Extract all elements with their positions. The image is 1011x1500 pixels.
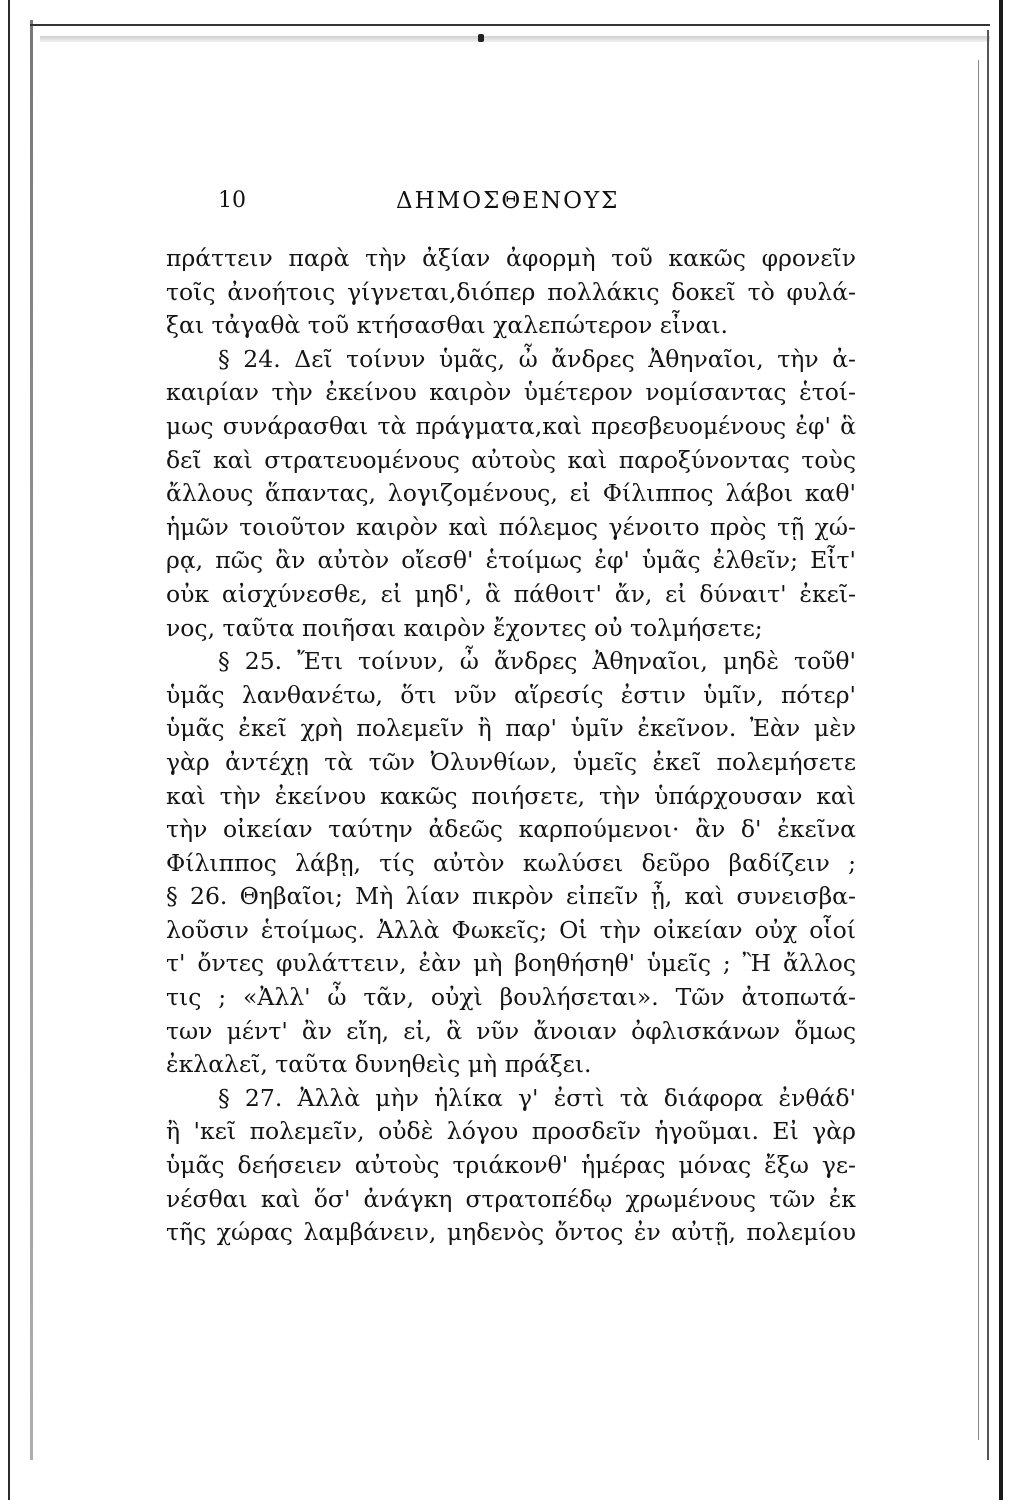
text-line: πράττειν παρὰ τὴν ἀξίαν ἀφορμὴ τοῦ κακῶς φρονεῖν	[166, 244, 856, 272]
text-line: μως συνάρασθαι τὰ πράγματα,καὶ πρεσβευομένους ἐφ' ἃ	[166, 411, 856, 440]
text-line: § 24. Δεῖ τοίνυν ὑμᾶς, ὦ ἄνδρες Ἀθηναῖοι, τὴν ἀ-	[218, 344, 856, 373]
text-line: λοῦσιν ἑτοίμως. Ἀλλὰ Φωκεῖς; Οἱ τὴν οἰκείαν οὐχ οἷοί	[166, 915, 856, 944]
page-edge-left	[8, 0, 10, 1500]
text-line: § 27. Ἀλλὰ μὴν ἡλίκα γ' ἐστὶ τὰ διάφορα ἐνθάδ'	[218, 1083, 856, 1112]
text-line: ἢ 'κεῖ πολεμεῖν, οὐδὲ λόγου προσδεῖν ἡγοῦμαι. Εἰ γὰρ	[166, 1117, 856, 1146]
page-edge-right-inner	[987, 30, 989, 1460]
binding-shadow	[30, 20, 33, 1460]
text-line: οὐκ αἰσχύνεσθε, εἰ μηδ', ἃ πάθοιτ' ἄν, εἰ δύναιτ' ἐκεῖ-	[166, 579, 856, 608]
text-line: των μέντ' ἂν εἴη, εἰ, ἃ νῦν ἄνοιαν ὀφλισκάνων ὅμως	[166, 1016, 856, 1045]
text-line: ξαι τἀγαθὰ τοῦ κτήσασθαι χαλεπώτερον εἶναι.	[166, 311, 729, 340]
text-line: γὰρ ἀντέχῃ τὰ τῶν Ὀλυνθίων, ὑμεῖς ἐκεῖ πολεμήσετε	[166, 747, 856, 776]
text-line: § 26. Θηβαῖοι; Μὴ λίαν πικρὸν εἰπεῖν ᾖ, καὶ συνεισβα-	[166, 882, 856, 911]
page-header	[160, 188, 860, 224]
text-line: τ' ὄντες φυλάττειν, ἐὰν μὴ βοηθήσηθ' ὑμεῖς ; Ἢ ἄλλος	[166, 949, 856, 978]
text-line: ἄλλους ἅπαντας, λογιζομένους, εἰ Φίλιππος λάβοι καθ'	[166, 479, 856, 508]
text-line: ὑμᾶς λανθανέτω, ὅτι νῦν αἵρεσίς ἐστιν ὑμῖν, πότερ'	[166, 680, 856, 709]
text-line: καιρίαν τὴν ἐκείνου καιρὸν ὑμέτερον νομίσαντας ἑτοί-	[166, 378, 856, 407]
text-line: ὑμᾶς δεήσειεν αὐτοὺς τριάκονθ' ἡμέρας μόνας ἔξω γε-	[166, 1151, 856, 1180]
page-number: 10	[218, 188, 246, 213]
text-line: ἡμῶν τοιοῦτον καιρὸν καὶ πόλεμος γένοιτο πρὸς τῇ χώ-	[166, 512, 856, 541]
text-line: τις ; «Ἀλλ' ὦ τᾶν, οὐχὶ βουλήσεται». Τῶν ἀτοπωτά-	[166, 983, 856, 1012]
page-edge-top	[30, 24, 990, 26]
running-title: ΔΗΜΟΣΘΕΝΟΥΣ	[396, 188, 620, 214]
text-line: τοῖς ἀνοήτοις γίγνεται,διόπερ πολλάκις δοκεῖ τὸ φυλά-	[166, 277, 856, 306]
scan-speck	[478, 34, 484, 42]
text-line: τῆς χώρας λαμβάνειν, μηδενὸς ὄντος ἐν αὐτῇ, πολεμίου	[166, 1218, 856, 1247]
text-line: ὑμᾶς ἐκεῖ χρὴ πολεμεῖν ἢ παρ' ὑμῖν ἐκεῖνον. Ἐὰν μὲν	[166, 714, 856, 743]
page-edge-right-inner2	[978, 60, 979, 1440]
page-edge-right	[999, 0, 1003, 1500]
text-line: § 25. Ἔτι τοίνυν, ὦ ἄνδρες Ἀθηναῖοι, μηδὲ τοῦθ'	[218, 647, 856, 676]
text-line: νος, ταῦτα ποιῆσαι καιρὸν ἔχοντες οὐ τολμήσετε;	[166, 613, 763, 642]
text-line: Φίλιππος λάβῃ, τίς αὐτὸν κωλύσει δεῦρο βαδίζειν ;	[166, 848, 856, 877]
text-line: καὶ τὴν ἐκείνου κακῶς ποιήσετε, τὴν ὑπάρχουσαν καὶ	[166, 781, 856, 810]
text-line: ἐκλαλεῖ, ταῦτα δυνηθεὶς μὴ πράξει.	[166, 1050, 592, 1079]
text-line: τὴν οἰκείαν ταύτην ἀδεῶς καρπούμενοι· ἂν δ' ἐκεῖνα	[166, 815, 856, 844]
body-text	[166, 242, 856, 1250]
page-edge-top-shadow	[40, 36, 990, 42]
text-line: νέσθαι καὶ ὅσ' ἀνάγκη στρατοπέδῳ χρωμένους τῶν ἐκ	[166, 1184, 856, 1213]
text-line: δεῖ καὶ στρατευομένους αὐτοὺς καὶ παροξύνοντας τοὺς	[166, 445, 856, 474]
text-line: ρᾳ, πῶς ἂν αὐτὸν οἴεσθ' ἑτοίμως ἐφ' ὑμᾶς ἐλθεῖν; Εἶτ'	[166, 546, 856, 575]
